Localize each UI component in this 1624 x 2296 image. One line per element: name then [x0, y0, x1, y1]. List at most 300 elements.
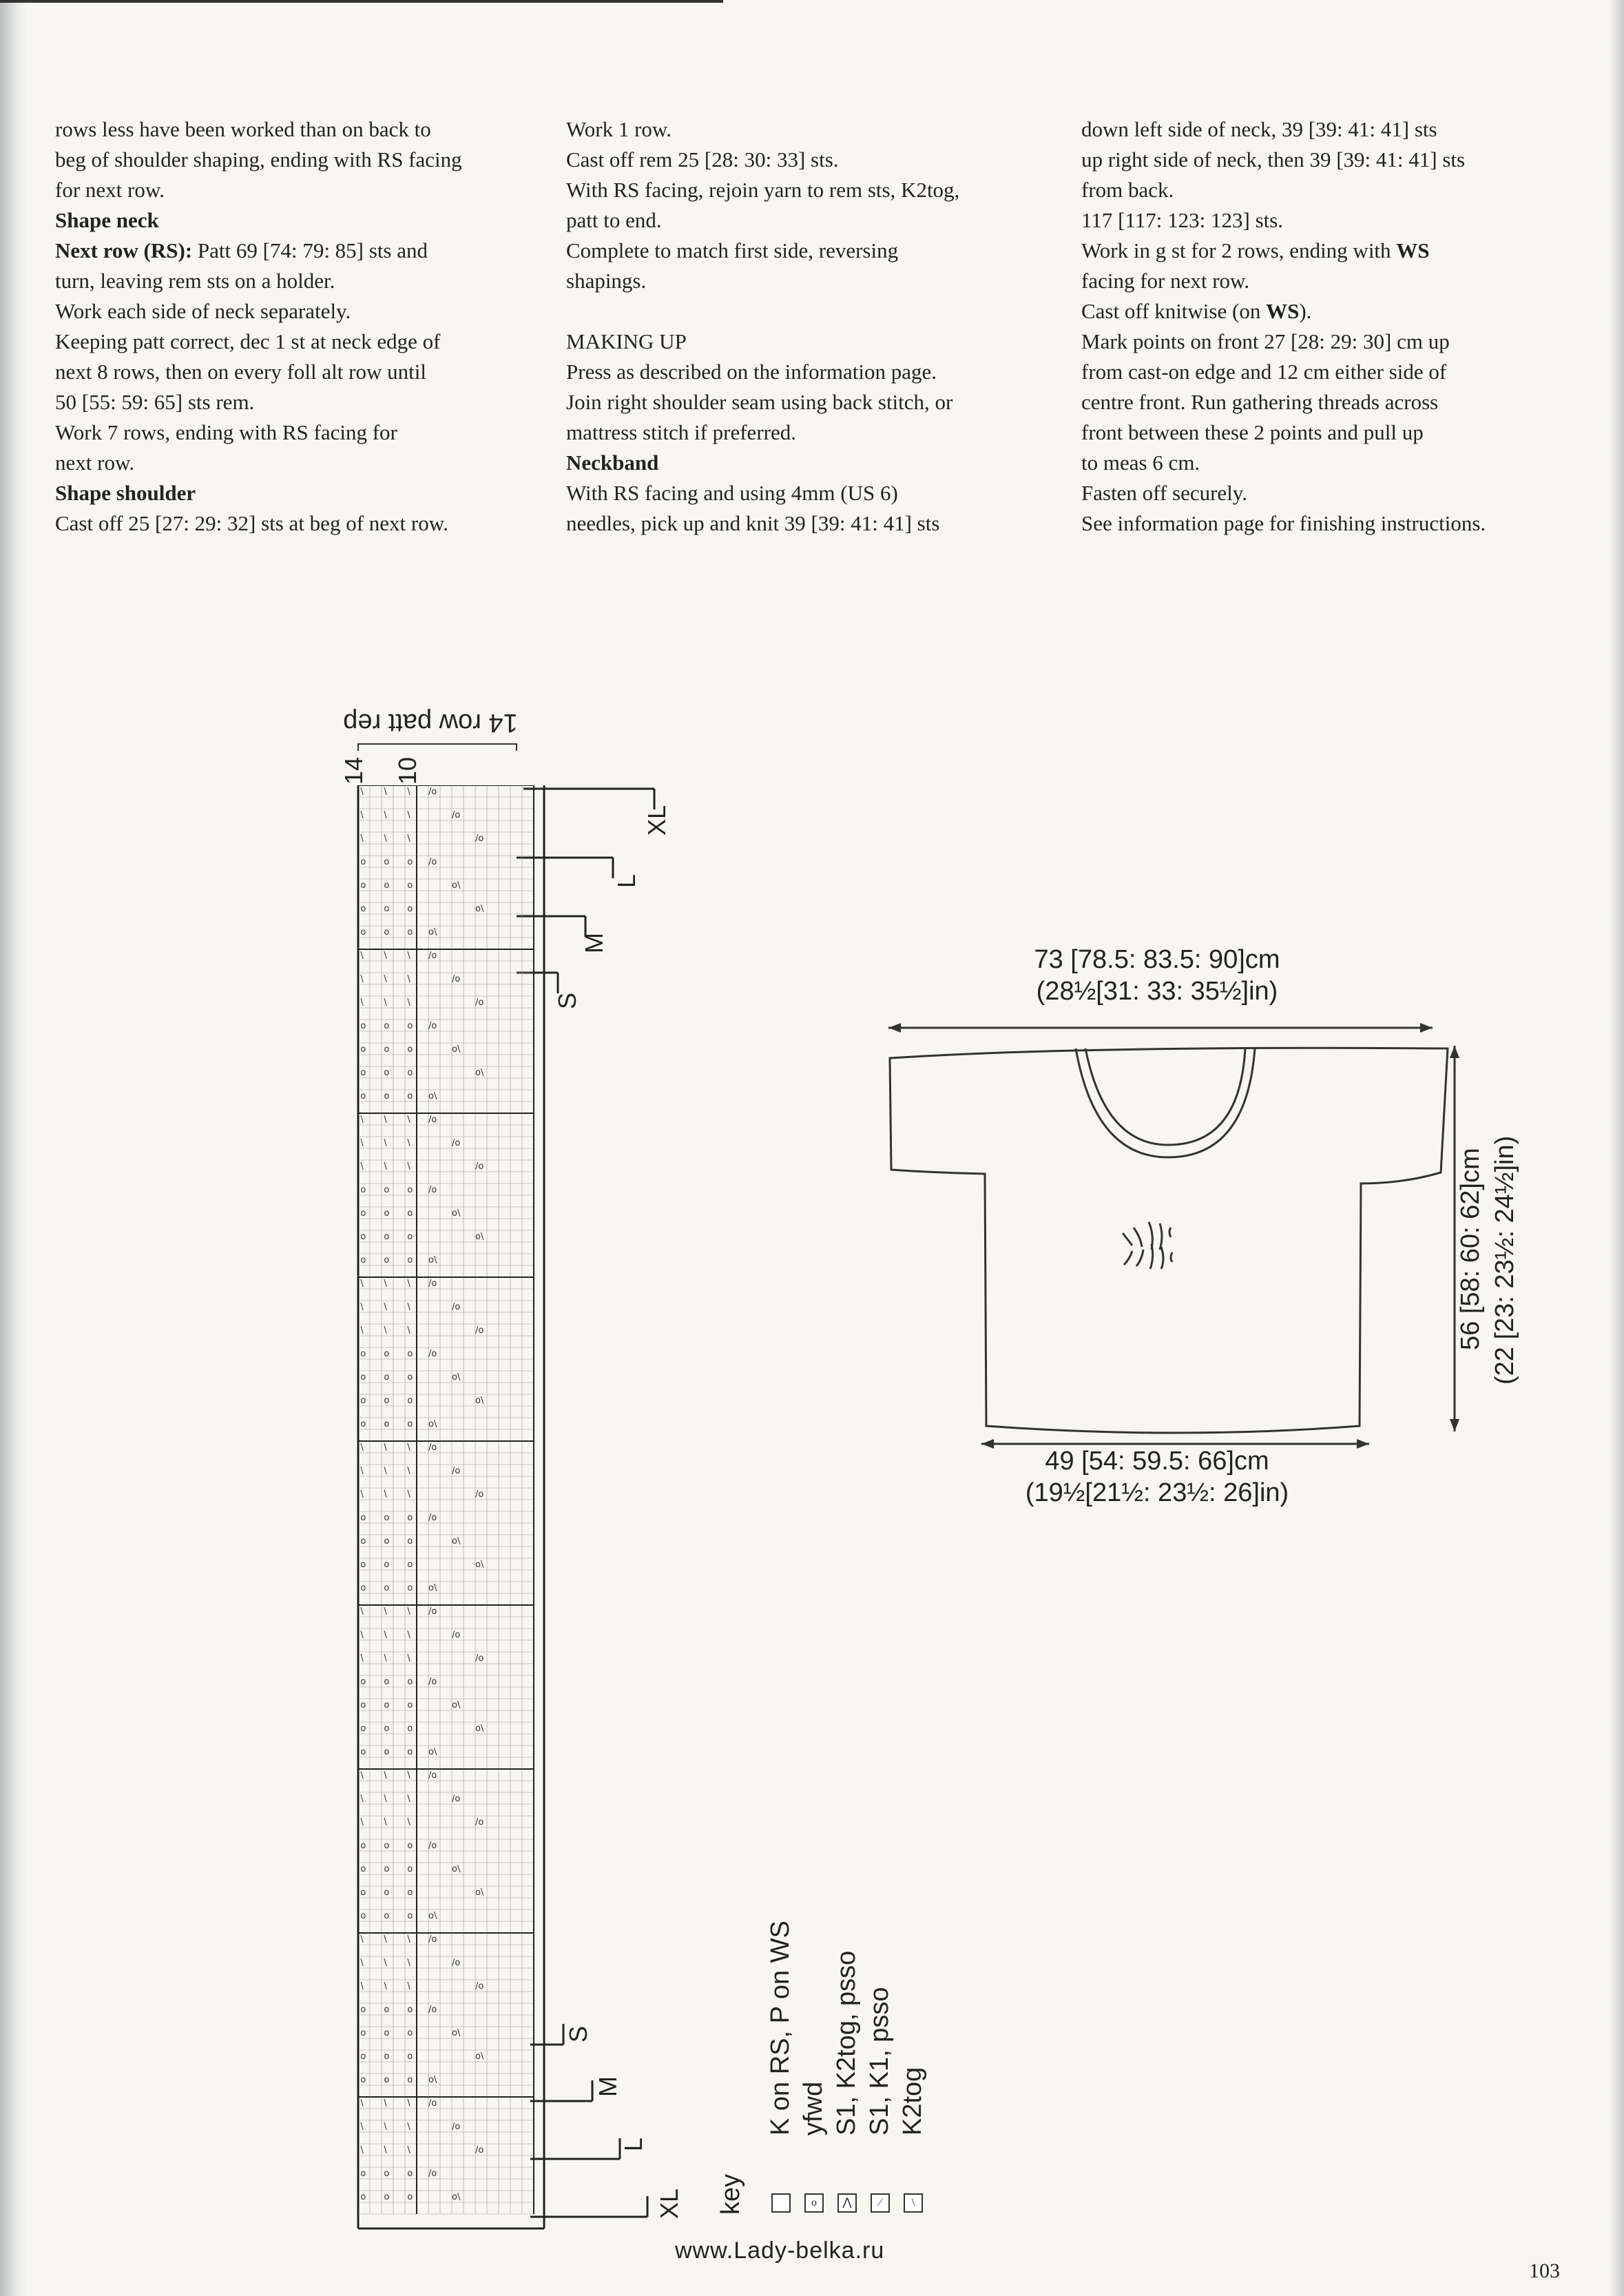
svg-text:o: o [384, 1841, 390, 1851]
svg-text:o: o [384, 1911, 390, 1921]
svg-text:o: o [384, 2028, 390, 2038]
col2-line: MAKING UP [566, 329, 687, 353]
svg-text:o\: o\ [452, 1536, 461, 1547]
svg-text:o: o [407, 1536, 413, 1547]
svg-text:o: o [407, 1068, 413, 1078]
dim-width-top-in: (28½[31: 33: 35½]in) [1036, 977, 1278, 1006]
svg-text:/o: /o [428, 2005, 437, 2015]
svg-text:o: o [384, 927, 390, 938]
svg-text:\: \ [384, 997, 387, 1008]
svg-text:\: \ [360, 1442, 364, 1453]
svg-text:o: o [384, 857, 390, 867]
svg-text:o: o [360, 1747, 366, 1757]
svg-text:\: \ [360, 834, 364, 844]
svg-text:o: o [384, 904, 390, 914]
col2-line: With RS facing and using 4mm (US 6) [566, 481, 898, 505]
svg-text:o\: o\ [452, 2192, 461, 2202]
svg-text:o\: o\ [475, 1396, 484, 1406]
svg-text:o: o [384, 1068, 390, 1078]
svg-text:\: \ [407, 1279, 410, 1289]
svg-text:\: \ [384, 951, 387, 961]
col2-line: needles, pick up and knit 39 [39: 41: 41] sts [566, 511, 940, 535]
svg-text:/o: /o [452, 1138, 461, 1148]
svg-text:o: o [360, 1513, 366, 1523]
svg-text:/o: /o [475, 1817, 484, 1828]
svg-text:o: o [360, 2028, 366, 2038]
col3-line: from cast-on edge and 12 cm either side of [1081, 360, 1447, 384]
svg-text:o: o [407, 2005, 413, 2015]
svg-text:/o: /o [428, 1279, 437, 1289]
svg-text:o: o [360, 1255, 366, 1265]
svg-text:o: o [407, 1044, 413, 1055]
svg-text:o\: o\ [475, 1560, 484, 1570]
col3-line: down left side of neck, 39 [39: 41: 41] sts [1081, 117, 1437, 141]
svg-text:o: o [407, 1021, 413, 1031]
line-emphasis: WS [1266, 299, 1300, 323]
svg-text:o: o [360, 1864, 366, 1874]
key-item-label: S1, K2tog, psso [832, 1950, 861, 2135]
svg-text:/o: /o [428, 1770, 437, 1781]
svg-text:\: \ [384, 1442, 387, 1453]
col3-line: Fasten off securely. [1081, 481, 1248, 505]
section-heading: Shape shoulder [55, 481, 196, 505]
svg-text:o: o [384, 2075, 390, 2085]
svg-text:o: o [384, 1091, 390, 1102]
col1-line: Keeping patt correct, dec 1 st at neck edge of [55, 329, 441, 353]
svg-text:\: \ [360, 1279, 364, 1289]
svg-text:o: o [360, 1888, 366, 1898]
col3-line: centre front. Run gathering threads across [1081, 390, 1439, 414]
svg-text:/o: /o [475, 1981, 484, 1992]
svg-text:o\: o\ [428, 1091, 437, 1102]
svg-text:\: \ [360, 1794, 364, 1804]
svg-text:o: o [407, 1208, 413, 1219]
svg-text:\: \ [384, 1325, 387, 1336]
svg-text:o: o [384, 1864, 390, 1874]
section-heading: Shape neck [55, 208, 159, 232]
key-symbol-icon: \ [904, 2193, 923, 2213]
svg-text:o: o [360, 1396, 366, 1406]
svg-text:o: o [360, 2075, 366, 2085]
svg-text:\: \ [384, 1794, 387, 1804]
svg-text:\: \ [360, 997, 364, 1008]
svg-text:\: \ [384, 1138, 387, 1148]
svg-text:\: \ [384, 787, 387, 797]
svg-text:\: \ [384, 2122, 387, 2132]
svg-text:\: \ [384, 1489, 387, 1500]
svg-text:/o: /o [428, 857, 437, 867]
svg-text:\: \ [360, 1770, 364, 1781]
svg-text:o: o [384, 1747, 390, 1757]
svg-text:o: o [384, 1583, 390, 1593]
col1-line: Work each side of neck separately. [55, 299, 351, 323]
dim-length-in: (22 [23: 23½: 24½]in) [1490, 1135, 1519, 1385]
svg-text:o\: o\ [452, 1372, 461, 1383]
svg-text:o\: o\ [475, 1068, 484, 1078]
svg-text:\: \ [360, 1302, 364, 1312]
svg-text:o: o [360, 1677, 366, 1687]
svg-text:/o: /o [428, 1442, 437, 1453]
dim-length-cm: 56 [58: 60: 62]cm [1456, 1148, 1485, 1350]
svg-text:/o: /o [428, 1677, 437, 1687]
col2-line: patt to end. [566, 208, 662, 232]
col3-line: 117 [117: 123: 123] sts. [1081, 208, 1284, 232]
col3-line: front between these 2 points and pull up [1081, 420, 1424, 444]
col2-line: Cast off rem 25 [28: 30: 33] sts. [566, 147, 839, 172]
section-heading: Neckband [566, 451, 659, 475]
svg-text:o: o [407, 1513, 413, 1523]
svg-text:o: o [384, 1372, 390, 1383]
svg-text:o: o [407, 2051, 413, 2062]
svg-text:o: o [384, 1044, 390, 1055]
svg-text:o\: o\ [428, 1911, 437, 1921]
col1-line: Next row (RS): Patt 69 [74: 79: 85] sts and [55, 238, 428, 262]
svg-text:o: o [360, 2169, 366, 2179]
svg-text:\: \ [407, 1770, 410, 1781]
svg-text:o: o [384, 1396, 390, 1406]
svg-text:o: o [407, 2169, 413, 2179]
svg-text:o: o [360, 1208, 366, 1219]
svg-text:o\: o\ [452, 880, 461, 891]
svg-text:o: o [407, 1677, 413, 1687]
svg-text:o: o [384, 1021, 390, 1031]
svg-text:\: \ [407, 834, 410, 844]
svg-text:\: \ [360, 810, 364, 820]
svg-text:\: \ [407, 1138, 410, 1148]
svg-text:\: \ [407, 2145, 410, 2155]
svg-text:\: \ [360, 1817, 364, 1828]
svg-text:\: \ [384, 1770, 387, 1781]
svg-text:o: o [407, 1232, 413, 1242]
svg-text:o\: o\ [475, 1232, 484, 1242]
key-symbol-icon: ⋀ [837, 2193, 857, 2213]
svg-text:/o: /o [475, 1653, 484, 1664]
key-symbol-icon: o [804, 2193, 824, 2213]
svg-text:\: \ [360, 1489, 364, 1500]
svg-text:o: o [360, 1724, 366, 1734]
svg-text:o\: o\ [452, 1864, 461, 1874]
svg-text:\: \ [407, 1302, 410, 1312]
dim-width-bottom-cm: 49 [54: 59.5: 66]cm [1045, 1447, 1269, 1476]
svg-text:o: o [407, 904, 413, 914]
svg-text:o: o [360, 1044, 366, 1055]
svg-text:\: \ [384, 834, 387, 844]
svg-text:o\: o\ [475, 904, 484, 914]
svg-text:o\: o\ [428, 927, 437, 938]
col3-line: up right side of neck, then 39 [39: 41: 41] sts [1081, 147, 1466, 172]
svg-text:/o: /o [452, 1630, 461, 1640]
col2-line: mattress stitch if preferred. [566, 420, 796, 444]
svg-text:o: o [384, 1724, 390, 1734]
svg-text:/o: /o [452, 810, 461, 820]
svg-text:o: o [407, 880, 413, 891]
svg-text:o: o [360, 927, 366, 938]
svg-text:o: o [384, 2169, 390, 2179]
svg-text:\: \ [384, 1817, 387, 1828]
col1-line: next row. [55, 451, 135, 475]
svg-text:/o: /o [475, 834, 484, 844]
svg-text:/o: /o [428, 1513, 437, 1523]
svg-text:\: \ [407, 1934, 410, 1945]
svg-text:/o: /o [475, 1489, 484, 1500]
line-heading: Next row (RS): [55, 238, 193, 262]
col2-line: Join right shoulder seam using back stitch, or [566, 390, 953, 414]
svg-text:o: o [384, 1255, 390, 1265]
svg-text:/o: /o [452, 2122, 461, 2132]
svg-text:o: o [384, 1560, 390, 1570]
svg-text:\: \ [360, 1466, 364, 1476]
svg-text:o: o [360, 880, 366, 891]
svg-text:o: o [360, 1841, 366, 1851]
svg-text:\: \ [407, 1817, 410, 1828]
svg-text:\: \ [407, 1489, 410, 1500]
svg-text:o: o [384, 1419, 390, 1429]
svg-text:o\: o\ [475, 2051, 484, 2062]
svg-text:\: \ [407, 1981, 410, 1992]
svg-text:\: \ [384, 1630, 387, 1640]
row-number-10: 10 [393, 756, 422, 785]
svg-text:o: o [407, 1372, 413, 1383]
key-item-label: S1, K1, psso [865, 1987, 894, 2135]
svg-text:o: o [360, 1419, 366, 1429]
col2-line: Press as described on the information page. [566, 360, 937, 384]
svg-text:\: \ [384, 2145, 387, 2155]
svg-text:\: \ [360, 1325, 364, 1336]
size-label-top-xl: XL [643, 805, 672, 836]
col3-line: from back. [1081, 178, 1174, 202]
size-label-top-l: L [612, 873, 641, 889]
svg-text:o\: o\ [428, 1419, 437, 1429]
key-item-label: yfwd [799, 2081, 828, 2135]
svg-text:o: o [384, 2005, 390, 2015]
svg-text:o: o [360, 1372, 366, 1383]
svg-text:\: \ [407, 2122, 410, 2132]
svg-text:\: \ [360, 1115, 364, 1125]
svg-text:\: \ [407, 810, 410, 820]
svg-text:\: \ [360, 2098, 364, 2109]
svg-text:o: o [360, 1091, 366, 1102]
key-title: key [716, 2173, 745, 2215]
svg-text:\: \ [384, 2098, 387, 2109]
svg-text:\: \ [384, 1466, 387, 1476]
col3-line: Mark points on front 27 [28: 29: 30] cm up [1081, 329, 1450, 353]
svg-text:o: o [407, 1560, 413, 1570]
svg-text:o: o [360, 2005, 366, 2015]
svg-text:o: o [407, 1724, 413, 1734]
svg-text:o: o [384, 2051, 390, 2062]
svg-text:\: \ [360, 2145, 364, 2155]
svg-text:/o: /o [475, 1325, 484, 1336]
svg-text:o: o [407, 1911, 413, 1921]
key-symbol-icon: ⁄ [871, 2193, 890, 2213]
svg-text:o: o [407, 2028, 413, 2038]
col3-line: to meas 6 cm. [1081, 451, 1200, 475]
svg-text:o: o [384, 2192, 390, 2202]
svg-text:o: o [360, 1068, 366, 1078]
svg-text:o: o [360, 1700, 366, 1710]
dim-width-bottom-in: (19½[21½: 23½: 26]in) [1025, 1478, 1289, 1507]
col1-line: turn, leaving rem sts on a holder. [55, 269, 335, 293]
svg-text:o: o [407, 1349, 413, 1359]
svg-text:\: \ [407, 1653, 410, 1664]
col1-line: next 8 rows, then on every foll alt row until [55, 360, 426, 384]
svg-text:/o: /o [452, 1302, 461, 1312]
col2-line: Complete to match first side, reversing [566, 238, 899, 262]
svg-text:\: \ [384, 810, 387, 820]
svg-text:\: \ [360, 1630, 364, 1640]
svg-text:/o: /o [428, 1934, 437, 1945]
svg-text:\: \ [384, 1958, 387, 1968]
svg-text:o: o [360, 904, 366, 914]
size-label-bottom-m: M [594, 2076, 622, 2097]
svg-text:\: \ [384, 1302, 387, 1312]
chart-title: 14 row patt rep [343, 708, 518, 737]
svg-text:o\: o\ [428, 2075, 437, 2085]
col1-line: Work 7 rows, ending with RS facing for [55, 420, 397, 444]
size-label-top-m: M [580, 933, 608, 953]
svg-text:/o: /o [475, 997, 484, 1008]
svg-text:\: \ [360, 1138, 364, 1148]
svg-text:o: o [384, 1208, 390, 1219]
svg-text:/o: /o [428, 1349, 437, 1359]
svg-text:o: o [384, 1232, 390, 1242]
svg-text:\: \ [407, 1115, 410, 1125]
svg-text:o\: o\ [452, 1044, 461, 1055]
svg-text:\: \ [407, 974, 410, 984]
svg-text:\: \ [384, 1606, 387, 1617]
svg-text:o: o [407, 1888, 413, 1898]
svg-text:\: \ [384, 1161, 387, 1172]
svg-text:\: \ [384, 1115, 387, 1125]
svg-text:\: \ [360, 1981, 364, 1992]
col3-line: Cast off knitwise (on WS). [1081, 299, 1312, 323]
svg-text:o: o [384, 1677, 390, 1687]
knitting-chart [344, 785, 551, 2232]
svg-text:o\: o\ [428, 1255, 437, 1265]
svg-text:\: \ [407, 1161, 410, 1172]
key-symbol-icon [771, 2193, 791, 2213]
svg-text:o: o [407, 927, 413, 938]
col1-line: for next row. [55, 178, 165, 202]
svg-text:\: \ [407, 1606, 410, 1617]
col3-line: Work in g st for 2 rows, ending with WS [1081, 238, 1430, 262]
svg-text:o: o [360, 857, 366, 867]
svg-text:\: \ [407, 951, 410, 961]
svg-text:o: o [384, 880, 390, 891]
svg-text:/o: /o [452, 1466, 461, 1476]
svg-text:o: o [384, 1700, 390, 1710]
col1-line: 50 [55: 59: 65] sts rem. [55, 390, 255, 414]
svg-text:/o: /o [428, 1606, 437, 1617]
svg-text:o: o [384, 1349, 390, 1359]
svg-text:o: o [360, 1021, 366, 1031]
svg-text:o: o [384, 1513, 390, 1523]
key-item-label: K2tog [898, 2067, 927, 2135]
svg-text:o: o [407, 1747, 413, 1757]
svg-text:/o: /o [428, 1115, 437, 1125]
svg-text:o: o [360, 2051, 366, 2062]
svg-text:o: o [360, 1583, 366, 1593]
svg-text:\: \ [384, 1279, 387, 1289]
size-label-bottom-l: L [619, 2137, 648, 2152]
svg-text:\: \ [360, 1161, 364, 1172]
dim-width-top-cm: 73 [78.5: 83.5: 90]cm [1034, 945, 1280, 974]
svg-text:/o: /o [475, 1161, 484, 1172]
svg-text:o: o [384, 1888, 390, 1898]
svg-text:\: \ [384, 974, 387, 984]
svg-text:\: \ [360, 1606, 364, 1617]
svg-text:o: o [407, 2192, 413, 2202]
svg-text:\: \ [384, 1981, 387, 1992]
svg-text:\: \ [360, 2122, 364, 2132]
svg-text:/o: /o [428, 1021, 437, 1031]
svg-text:o: o [407, 1419, 413, 1429]
svg-text:\: \ [407, 1466, 410, 1476]
svg-text:\: \ [360, 1958, 364, 1968]
svg-text:/o: /o [452, 1794, 461, 1804]
svg-text:/o: /o [428, 2169, 437, 2179]
website-watermark: www.Lady-belka.ru [675, 2237, 885, 2264]
col3-line: See information page for finishing instructions. [1081, 511, 1486, 535]
svg-text:o: o [407, 1700, 413, 1710]
svg-text:o: o [360, 1349, 366, 1359]
row-number-14: 14 [340, 756, 368, 785]
svg-text:\: \ [407, 2098, 410, 2109]
svg-text:\: \ [407, 1442, 410, 1453]
svg-text:\: \ [360, 787, 364, 797]
col1-line: Cast off 25 [27: 29: 32] sts at beg of next row. [55, 511, 448, 535]
page-number: 103 [1529, 2259, 1560, 2282]
svg-text:/o: /o [452, 974, 461, 984]
svg-text:o\: o\ [428, 1583, 437, 1593]
svg-text:/o: /o [475, 2145, 484, 2155]
svg-text:o: o [407, 1841, 413, 1851]
size-label-top-s: S [553, 992, 582, 1010]
col2-line: With RS facing, rejoin yarn to rem sts, K2tog, [566, 178, 960, 202]
svg-text:o: o [360, 1536, 366, 1547]
col1-line: beg of shoulder shaping, ending with RS facing [55, 147, 462, 172]
svg-text:o: o [407, 1255, 413, 1265]
key-item-label: K on RS, P on WS [766, 1921, 795, 2135]
svg-text:o: o [360, 1185, 366, 1195]
svg-text:\: \ [407, 1630, 410, 1640]
svg-text:o: o [360, 1232, 366, 1242]
svg-text:\: \ [360, 1653, 364, 1664]
svg-text:\: \ [384, 1934, 387, 1945]
col2-line: Work 1 row. [566, 117, 672, 141]
size-label-bottom-xl: XL [655, 2188, 684, 2220]
svg-text:/o: /o [428, 787, 437, 797]
svg-text:o: o [407, 1091, 413, 1102]
line-emphasis: WS [1396, 238, 1430, 262]
svg-text:o: o [360, 1911, 366, 1921]
svg-text:o\: o\ [452, 1208, 461, 1219]
svg-text:o: o [407, 2075, 413, 2085]
svg-text:\: \ [407, 997, 410, 1008]
svg-text:\: \ [407, 1958, 410, 1968]
svg-text:o\: o\ [452, 2028, 461, 2038]
svg-text:o: o [407, 1583, 413, 1593]
svg-text:\: \ [360, 951, 364, 961]
svg-text:\: \ [407, 1794, 410, 1804]
svg-text:o\: o\ [428, 1747, 437, 1757]
svg-text:/o: /o [452, 1958, 461, 1968]
svg-text:\: \ [384, 1653, 387, 1664]
svg-text:/o: /o [428, 1185, 437, 1195]
garment-diagram [875, 958, 1536, 1467]
svg-text:o\: o\ [475, 1724, 484, 1734]
svg-text:o: o [360, 1560, 366, 1570]
